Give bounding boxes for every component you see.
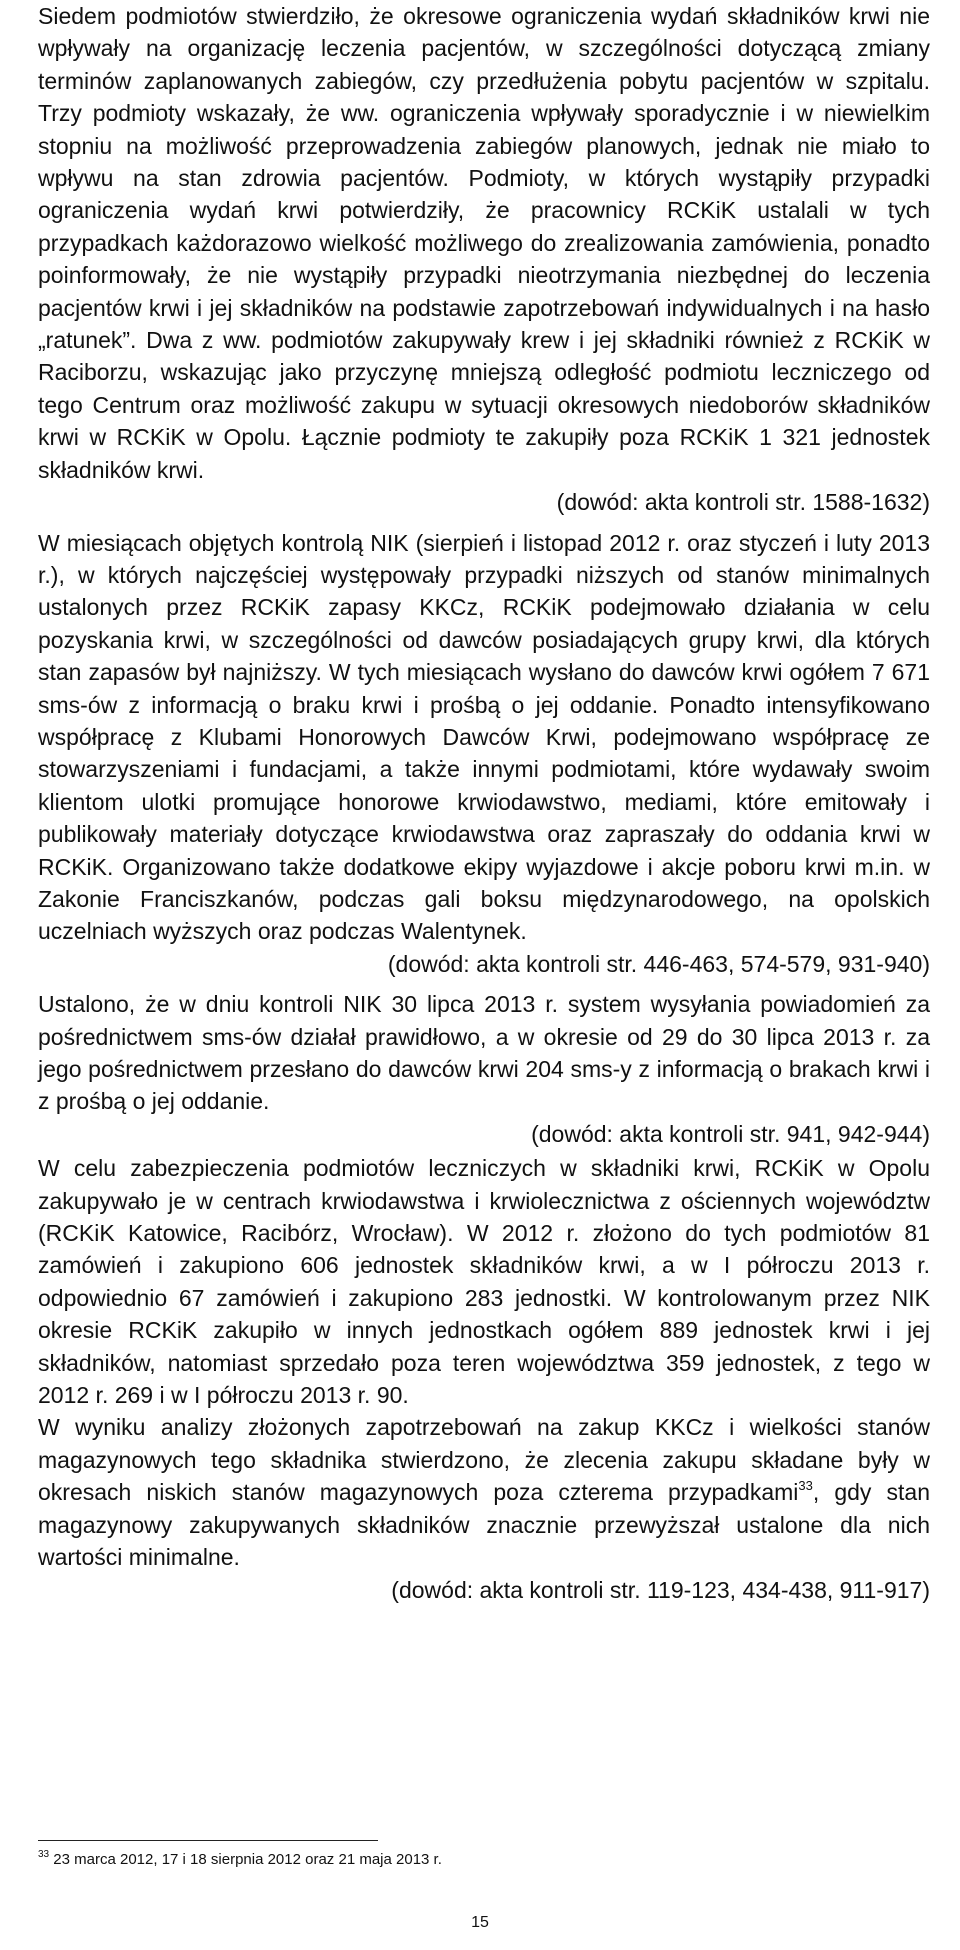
page-number: 15 <box>471 1914 489 1931</box>
evidence-reference-1: (dowód: akta kontroli str. 1588-1632) <box>556 489 930 516</box>
paragraph-4: W celu zabezpieczenia podmiotów leczniczych w składniki krwi, RCKiK w Opolu zakupywało je w centrach krwiodawstwa i krwiolecznictwa z ościennych województw (RCKiK Katowice, Racibórz, Wrocław). W 2012 r. złożono do tych podmiotów 81 zamówień i zakupiono 606 jednostek składników krwi, a w I półroczu 2013 r. odpowiednio 67 zamówień i zakupiono 283 jednostki. W kontrolowanym przez NIK okresie RCKiK zakupiło w innych jednostkach ogółem 889 jednostek krwi i jej składników, natomiast sprzedało poza teren województwa 359 jednostek, z tego w 2012 r. 269 i w I półroczu 2013 r. 90. <box>38 1155 930 1409</box>
evidence-reference-5: (dowód: akta kontroli str. 119-123, 434-438, 911-917) <box>391 1576 930 1603</box>
footnote <box>38 1850 442 1870</box>
footnote-text: 23 marca 2012, 17 i 18 sierpnia 2012 oraz 21 maja 2013 r. <box>49 1851 442 1868</box>
footnote-reference[interactable]: 33 <box>798 1477 813 1493</box>
footnote-number: 33 <box>38 1849 50 1860</box>
paragraph-3: Ustalono, że w dniu kontroli NIK 30 lipca 2013 r. system wysyłania powiadomień za pośrednictwem sms-ów działał prawidłowo, a w okresie od 29 do 30 lipca 2013 r. za jego pośrednictwem przesłano do dawców krwi 204 sms-y z informacją o brakach krwi i z prośbą o jej oddanie. <box>38 991 930 1115</box>
paragraph-5 <box>38 1411 930 1573</box>
evidence-reference-3: (dowód: akta kontroli str. 941, 942-944) <box>531 1120 930 1147</box>
footnote-separator <box>38 1840 378 1841</box>
page-body <box>38 0 930 1606</box>
paragraph-2: W miesiącach objętych kontrolą NIK (sierpień i listopad 2012 r. oraz styczeń i luty 2013 r.), w których najczęściej występowały przypadki niższych od stanów minimalnych ustalonych przez RCKiK zapasy KKCz, RCKiK podejmowało działania w celu pozyskania krwi, w szczególności od dawców posiadających grupy krwi, dla których stan zapasów był najniższy. W tych miesiącach wysłano do dawców krwi ogółem 7 671 sms-ów z informacją o braku krwi i prośbą o jej oddanie. Ponadto intensyfikowano współpracę z Klubami Honorowych Dawców Krwi, podejmowano współpracę ze stowarzyszeniami i fundacjami, a także innymi podmiotami, które wydawały swoim klientom ulotki promujące honorowe krwiodawstwo, mediami, które emitowały i publikowały materiały dotyczące krwiodawstwa oraz zapraszały do oddania krwi w RCKiK. Organizowano także dodatkowe ekipy wyjazdowe i akcje poboru krwi m.in. w Zakonie Franciszkanów, podczas gali boksu międzynarodowego, na opolskich uczelniach wyższych oraz podczas Walentynek. <box>38 529 930 945</box>
paragraph-5-text-start: W wyniku analizy złożonych zapotrzebowań na zakup KKCz i wielkości stanów magazynowych tego składnika stwierdzono, że zlecenia zakupu składane były w okresach niskich stanów magazynowych poza czterema przypadkami <box>38 1414 930 1506</box>
paragraph-1: Siedem podmiotów stwierdziło, że okresowe ograniczenia wydań składników krwi nie wpływały na organizację leczenia pacjentów, w szczególności dotyczącą zmiany terminów zaplanowanych zabiegów, czy przedłużenia pobytu pacjentów w szpitalu. Trzy podmioty wskazały, że ww. ograniczenia wpływały sporadycznie i w niewielkim stopniu na możliwość przeprowadzenia zabiegów planowych, jednak nie miało to wpływu na stan zdrowia pacjentów. Podmioty, w których wystąpiły przypadki ograniczenia wydań krwi potwierdziły, że pracownicy RCKiK ustalali w tych przypadkach każdorazowo wielkość możliwego do zrealizowania zamówienia, ponadto poinformowały, że nie wystąpiły przypadki nieotrzymania niezbędnej do leczenia pacjentów krwi i jej składników na podstawie zapotrzebowań indywidualnych i na hasło „ratunek”. Dwa z ww. podmiotów zakupywały krew i jej składniki również z RCKiK w Raciborzu, wskazując jako przyczynę mniejszą odległość podmiotu leczniczego od tego Centrum oraz możliwość zakupu w sytuacji okresowych niedoborów składników krwi w RCKiK w Opolu. Łącznie podmioty te zakupiły poza RCKiK 1 321 jednostek składników krwi. <box>38 3 930 483</box>
paragraph-5-text-end: , gdy stan magazynowy zakupywanych składników znacznie przewyższał ustalone dla nich wartości minimalne. <box>38 1479 930 1571</box>
evidence-reference-2: (dowód: akta kontroli str. 446-463, 574-579, 931-940) <box>387 950 930 977</box>
